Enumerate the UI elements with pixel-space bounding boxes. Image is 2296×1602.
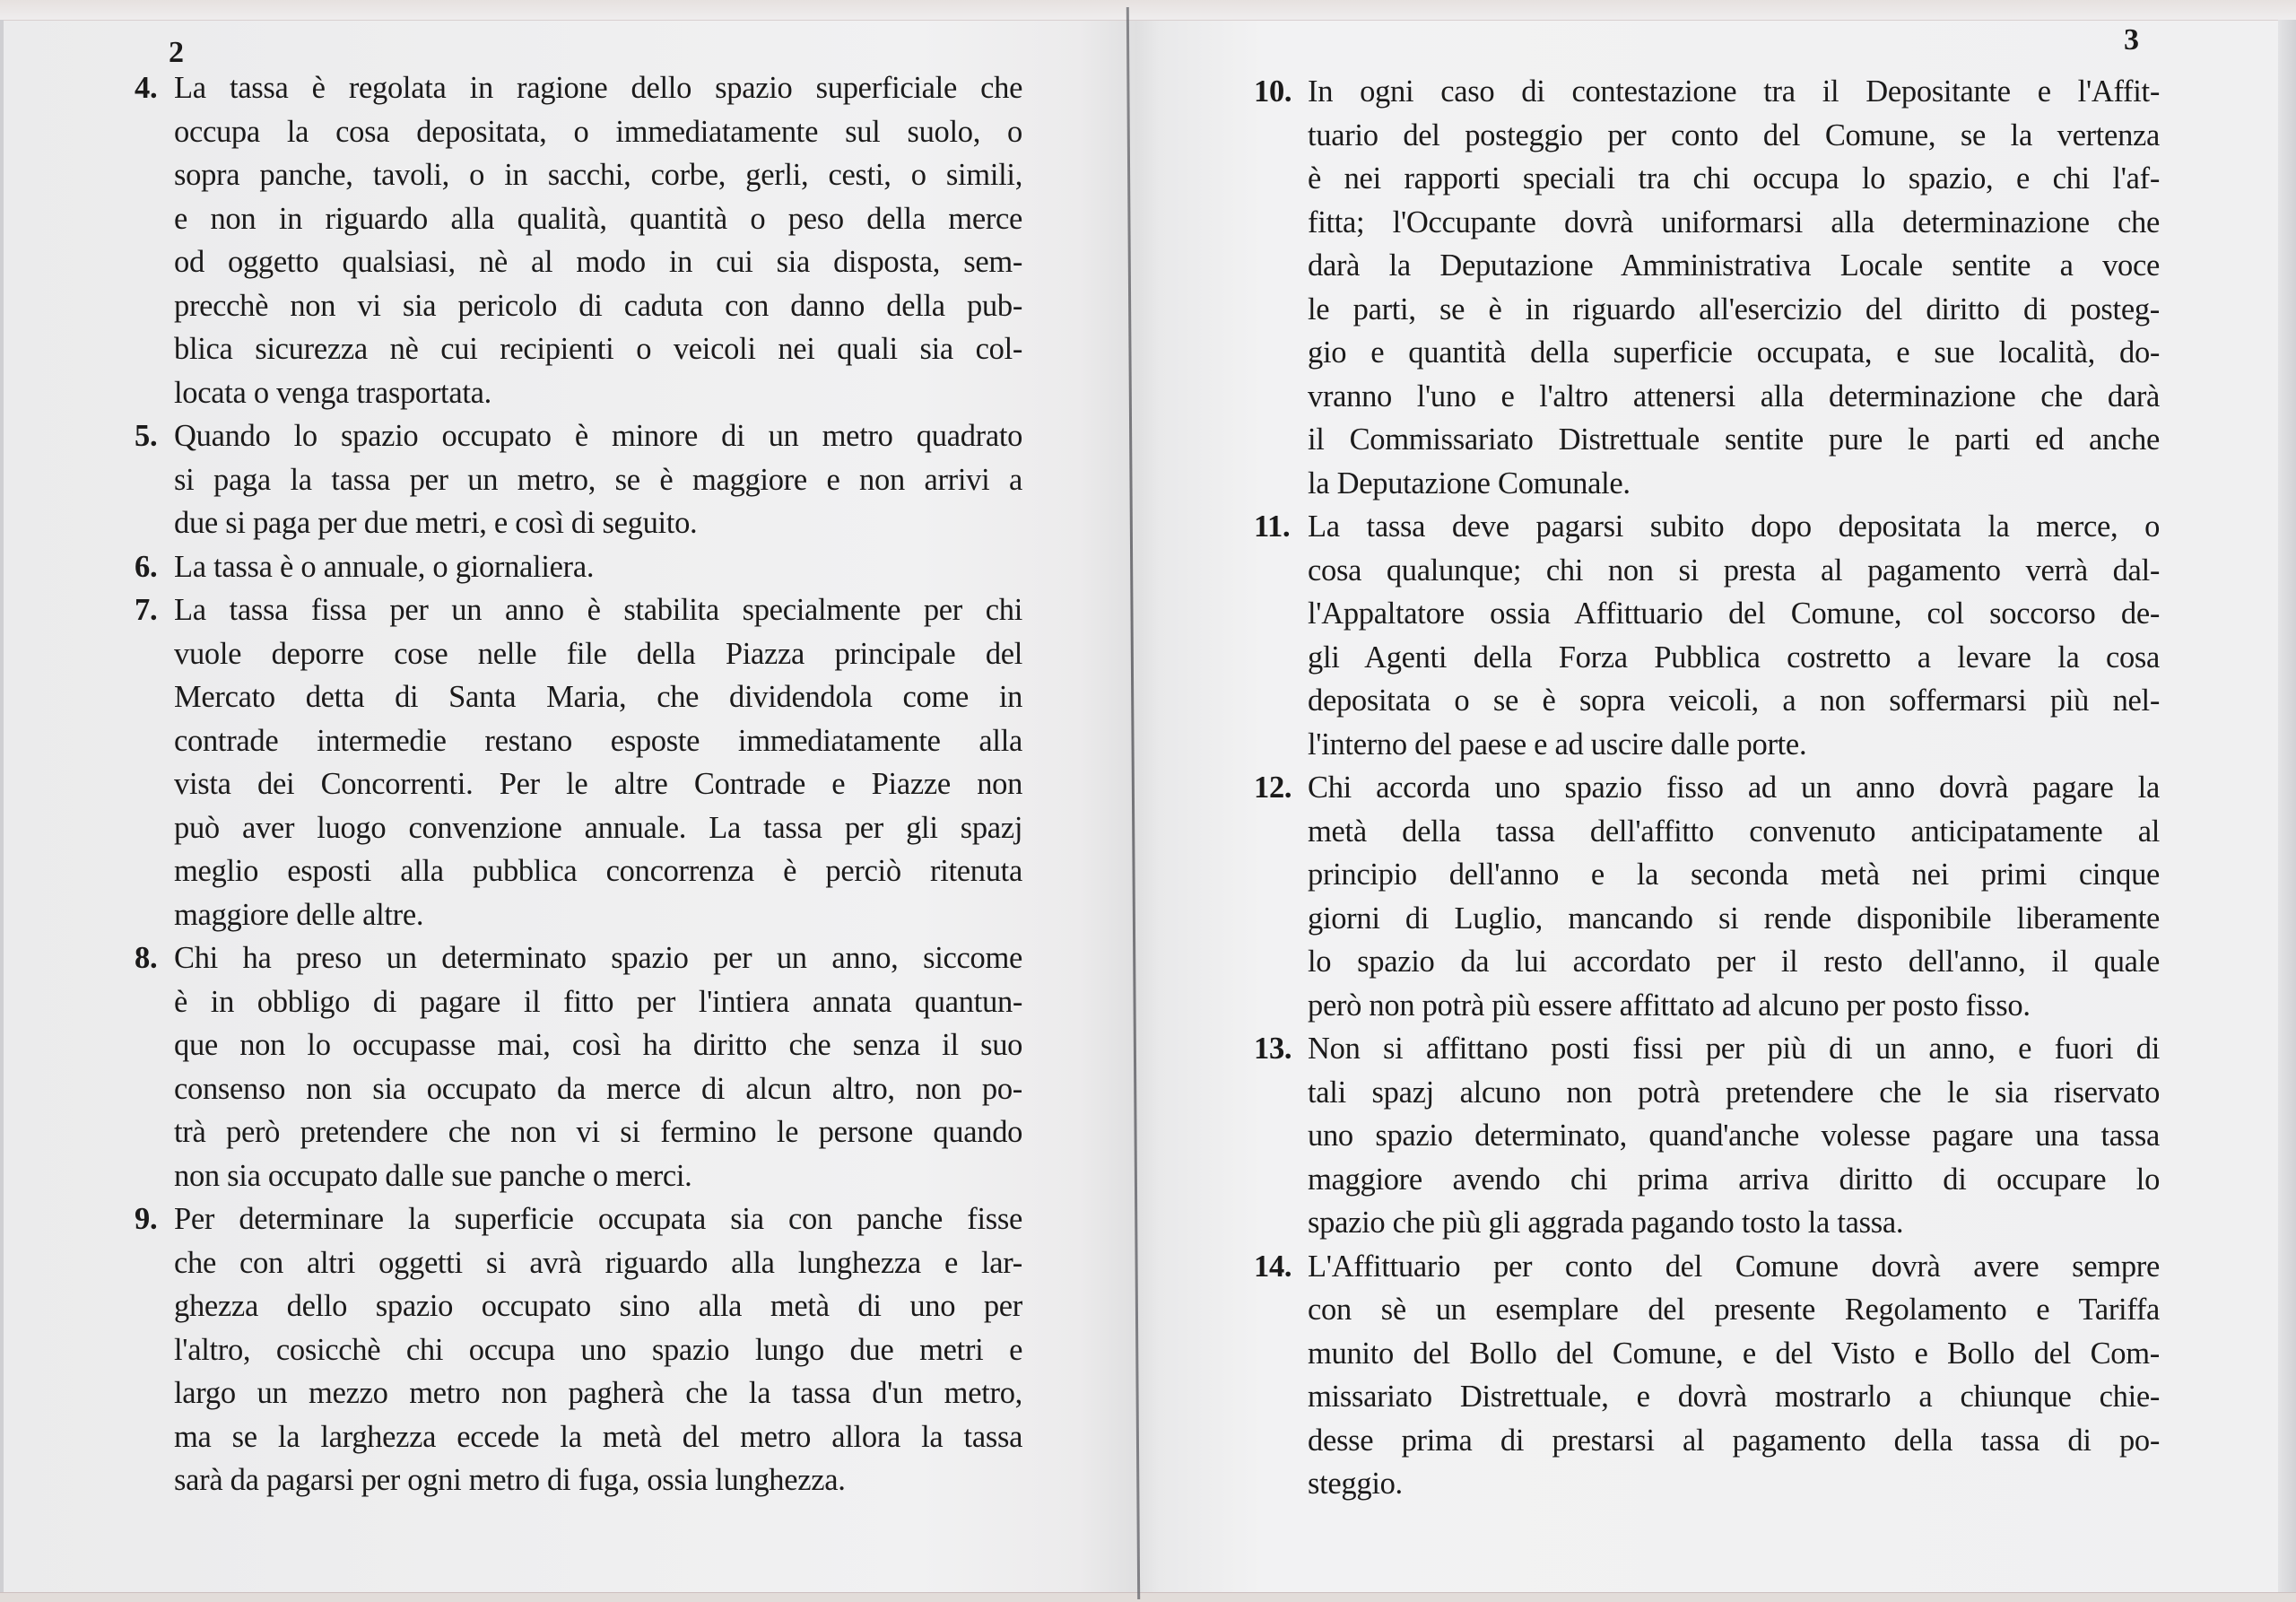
text-line: ma se la larghezza eccede la metà del metro allora la tassa [174,1419,1023,1454]
article [135,66,1022,414]
article-text [174,545,1022,589]
text-line: le parti, se è in riguardo all'esercizio del diritto di posteg- [1308,292,2160,326]
text-line: steggio. [1308,1467,1403,1501]
text-line: vranno l'uno e l'altro attenersi alla determinazione che darà [1308,379,2161,414]
text-line: con sè un esemplare del presente Regolamento e Tariffa [1308,1293,2161,1327]
article [135,545,1022,589]
text-line: Chi accorda uno spazio fisso ad un anno dovrà pagare la [1308,771,2160,805]
text-line: l'altro, cosicchè chi occupa uno spazio lungo due metri e [174,1332,1023,1367]
text-line: La tassa deve pagarsi subito dopo depositata la merce, o [1308,509,2161,544]
text-line: maggiore delle altre. [174,897,424,932]
page-number: 3 [2124,23,2139,57]
text-line: uno spazio determinato, quand'anche volesse pagare una tassa [1308,1119,2161,1153]
article-text [1308,766,2160,1027]
text-line: lo spazio da lui accordato per il resto dell'anno, il quale [1308,945,2160,979]
text-line: In ogni caso di contestazione tra il Depositante e l'Affit- [1308,74,2161,109]
text-line: vista dei Concorrenti. Per le altre Contrade e Piazze non [174,767,1023,801]
article-text [174,1197,1022,1502]
text-line: Quando lo spazio occupato è minore di un metro quadrato [174,419,1023,453]
text-line: vuole deporre cose nelle file della Piazza principale del [174,636,1023,671]
text-line: l'interno del paese e ad uscire dalle porte. [1308,727,1807,762]
text-line: e non in riguardo alla qualità, quantità o peso della merce [174,201,1023,236]
text-line: trà però pretendere che non vi si fermino le persone quando [174,1115,1023,1149]
article-number: 10. [1254,74,1292,109]
text-line: tali spazj alcuno non potrà pretendere che le sia riservato [1308,1075,2161,1110]
text-line: l'Appaltatore ossia Affittuario del Comune, col soccorso de- [1308,596,2161,631]
article-list [135,66,1022,1502]
text-line: missariato Distrettuale, e dovrà mostrarlo a chiunque chie- [1308,1380,2161,1414]
article [1254,1245,2160,1506]
left-page [0,0,1132,1602]
text-line: precchè non vi sia pericolo di caduta con danno della pub- [174,288,1023,323]
article-text [1308,505,2160,766]
text-line: locata o venga trasportata. [174,375,491,410]
article-text [1308,70,2160,505]
text-line: L'Affittuario per conto del Comune dovrà avere sempre [1308,1249,2160,1284]
text-line: due si paga per due metri, e così di seguito. [174,506,698,540]
article-text [1308,1027,2160,1245]
text-line: giorni di Luglio, mancando si rende disponibile liberamente [1308,901,2161,936]
article-number: 11. [1254,509,1291,544]
page-number: 2 [169,36,184,69]
article-number: 5. [135,419,158,453]
article [135,588,1022,936]
text-line: Per determinare la superficie occupata sia con panche fisse [174,1202,1023,1236]
text-line: depositata o se è sopra veicoli, a non soffermarsi più nel- [1308,683,2161,718]
text-line: sarà da pagarsi per ogni metro di fuga, ossia lunghezza. [174,1463,846,1497]
article-number: 4. [135,71,158,105]
text-line: La tassa fissa per un anno è stabilita specialmente per chi [174,593,1022,627]
text-line: gio e quantità della superficie occupata, e sue località, do- [1308,335,2161,370]
text-line: cosa qualunque; chi non si presta al pagamento verrà dal- [1308,553,2161,588]
text-line: Chi ha preso un determinato spazio per un anno, siccome [174,941,1022,975]
article-text [174,936,1022,1197]
right-page [1137,0,2296,1602]
article-number: 12. [1254,771,1292,805]
text-line: metà della tassa dell'affitto convenuto anticipatamente al [1308,814,2161,849]
article-number: 7. [135,593,158,627]
article-text [174,588,1022,936]
text-line: occupa la cosa depositata, o immediatamente sul suolo, o [174,114,1022,149]
article-text [1308,1245,2160,1506]
text-line: que non lo occupasse mai, così ha diritto che senza il suo [174,1028,1023,1062]
text-line: largo un mezzo metro non pagherà che la tassa d'un metro, [174,1376,1022,1410]
text-line: la Deputazione Comunale. [1308,466,1631,501]
text-line: sopra panche, tavoli, o in sacchi, corbe, gerli, cesti, o simili, [174,158,1023,192]
text-line: non sia occupato dalle sue panche o merci. [174,1158,692,1193]
text-line: consenso non sia occupato da merce di alcun altro, non po- [174,1071,1022,1106]
article [1254,70,2160,505]
article [1254,505,2160,766]
text-line: il Commissariato Distrettuale sentite pure le parti ed anche [1308,422,2160,457]
text-line: può aver luogo convenzione annuale. La tassa per gli spazj [174,810,1023,845]
text-line: munito del Bollo del Comune, e del Visto e Bollo del Com- [1308,1336,2160,1371]
article [135,414,1022,545]
text-line: od oggetto qualsiasi, nè al modo in cui sia disposta, sem- [174,245,1023,279]
article [135,1197,1022,1502]
text-line: fitta; l'Occupante dovrà uniformarsi alla determinazione che [1308,205,2161,239]
text-line: ghezza dello spazio occupato sino alla metà di uno per [174,1289,1022,1323]
text-line: La tassa è regolata in ragione dello spazio superficiale che [174,71,1023,105]
text-line: però non potrà più essere affittato ad alcuno per posto fisso. [1308,988,2031,1023]
article-number: 8. [135,941,158,975]
text-line: blica sicurezza nè cui recipienti o veicoli nei quali sia col- [174,332,1023,366]
text-line: è in obbligo di pagare il fitto per l'intiera annata quantun- [174,984,1023,1019]
article-list [1254,70,2160,1506]
text-line: è nei rapporti speciali tra chi occupa lo spazio, e chi l'af- [1308,161,2161,196]
text-line: spazio che più gli aggrada pagando tosto la tassa. [1308,1206,1904,1240]
article [135,936,1022,1197]
article-text [174,414,1022,545]
text-line: che con altri oggetti si avrà riguardo alla lunghezza e lar- [174,1245,1022,1280]
text-line: contrade intermedie restano esposte immediatamente alla [174,723,1022,758]
article-number: 13. [1254,1032,1292,1066]
text-line: desse prima di prestarsi al pagamento della tassa di po- [1308,1423,2161,1458]
text-line: principio dell'anno e la seconda metà nei primi cinque [1308,858,2161,892]
text-line: La tassa è o annuale, o giornaliera. [174,549,595,584]
text-line: gli Agenti della Forza Pubblica costretto a levare la cosa [1308,640,2161,675]
text-line: darà la Deputazione Amministrativa Locale sentite a voce [1308,248,2161,283]
text-line: si paga la tassa per un metro, se è maggiore e non arrivi a [174,462,1022,497]
article-number: 14. [1254,1249,1292,1284]
text-line: tuario del posteggio per conto del Comune, se la vertenza [1308,118,2161,152]
text-line: maggiore avendo chi prima arriva diritto di occupare lo [1308,1162,2161,1197]
text-line: Non si affittano posti fissi per più di un anno, e fuori di [1308,1032,2161,1066]
article-number: 9. [135,1202,158,1236]
article-number: 6. [135,549,158,584]
text-line: Mercato detta di Santa Maria, che dividendola come in [174,680,1023,714]
article [1254,766,2160,1027]
text-line: meglio esposti alla pubblica concorrenza è perciò ritenuta [174,854,1022,888]
article-text [174,66,1022,414]
article [1254,1027,2160,1245]
